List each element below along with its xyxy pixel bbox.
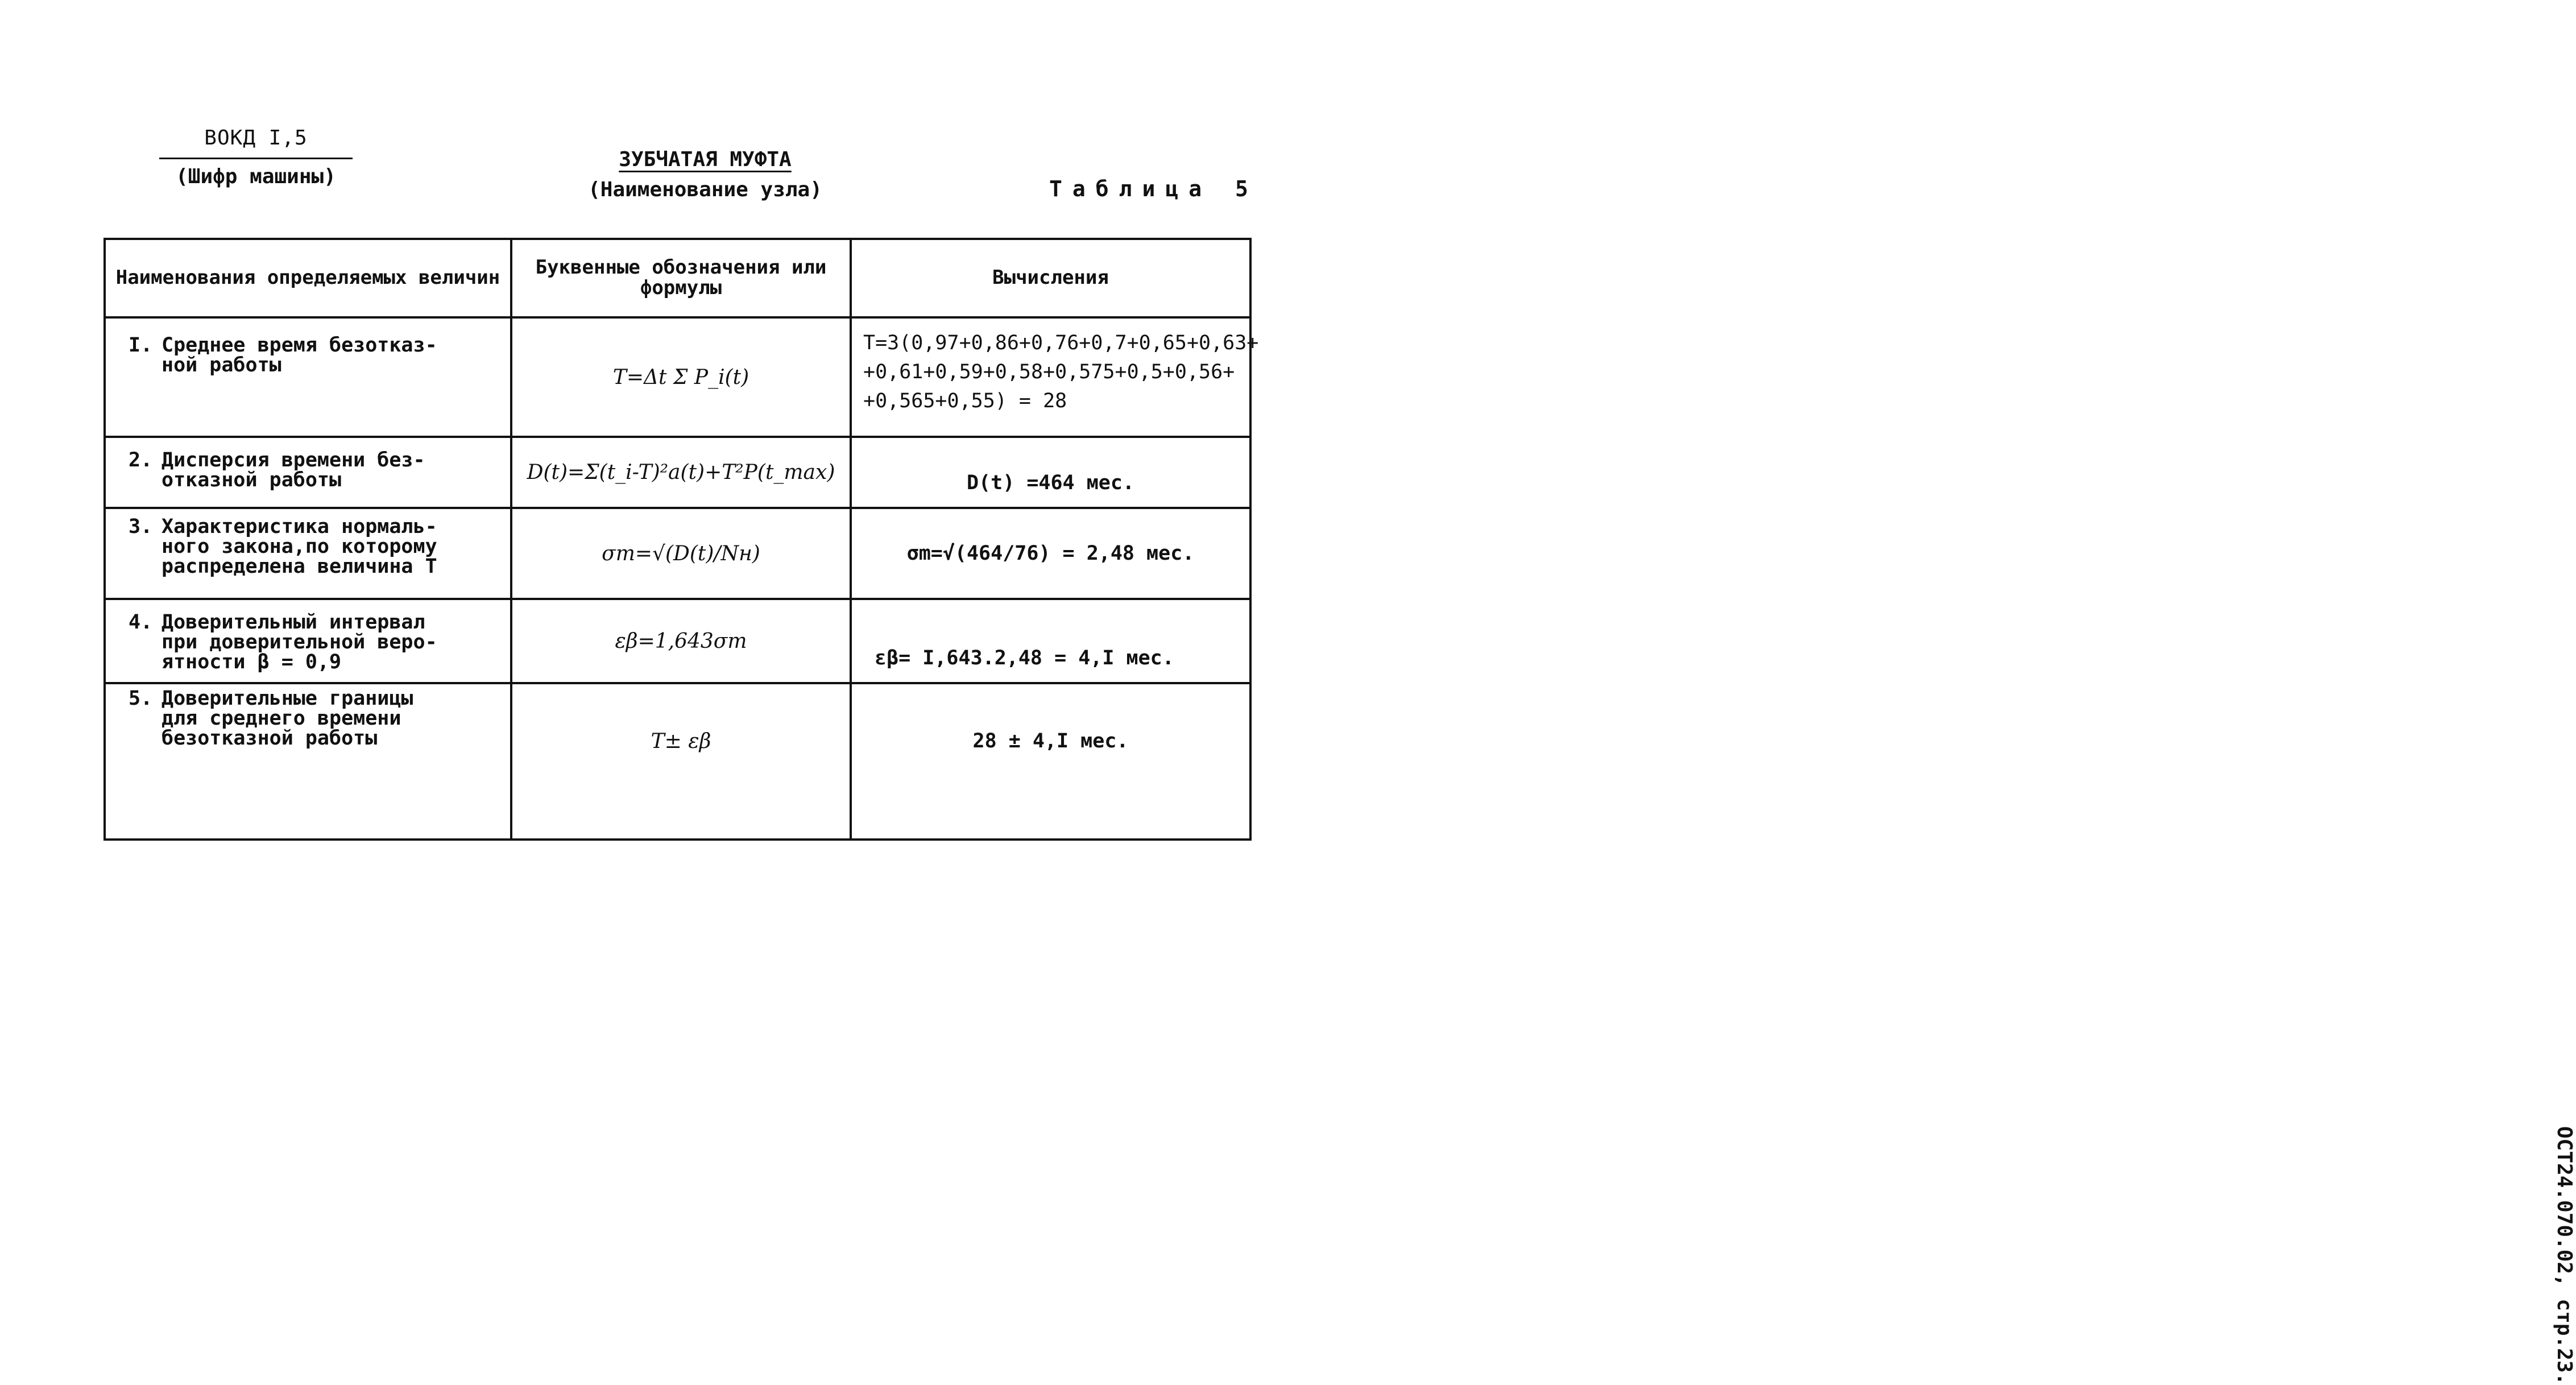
quantity-name: Доверительные границы для среднего времени безотказной работы [161, 687, 413, 750]
quantity-cell [105, 599, 511, 683]
calculation-table [103, 238, 1259, 841]
column-header-quantities: Наименования определяемых величин [105, 239, 511, 317]
side-note-wrap [1302, 563, 2576, 1385]
formula-cell [511, 317, 851, 437]
row-number: 4. [129, 611, 153, 634]
unit-block [586, 148, 825, 201]
formula-cell [511, 683, 851, 840]
formula: T± εβ [651, 730, 711, 753]
formula: εβ=1,643σm [615, 629, 747, 653]
row-number: 5. [129, 687, 153, 710]
quantity-cell [105, 683, 511, 840]
table-row [105, 599, 1250, 683]
quantity-name: Среднее время безотказ- ной работы [161, 334, 437, 377]
calc-cell [851, 683, 1250, 840]
cipher-caption: (Шифр машины) [176, 165, 336, 188]
calculation: 28 ± 4,I мес. [972, 730, 1129, 753]
unit-name: ЗУБЧАТАЯ МУФТА [619, 148, 792, 171]
table-row [105, 437, 1250, 508]
table-header-row [105, 239, 1250, 317]
cipher-block [159, 126, 353, 188]
quantity-cell [105, 437, 511, 508]
formula: D(t)=Σ(t_i-T)²a(t)+T²P(t_max) [527, 461, 835, 484]
table-label: Таблица 5 [1049, 176, 1258, 201]
table-row [105, 317, 1250, 437]
row-number: 2. [129, 449, 153, 472]
column-header-formulas: Буквенные обозначения или формулы [511, 239, 851, 317]
calc-cell [851, 437, 1250, 508]
calculation: T=3(0,97+0,86+0,76+0,7+0,65+0,63+ +0,61+0,59+0,58+0,575+0,5+0,56+ +0,565+0,55) = 28 [863, 332, 1259, 412]
calc-cell [851, 508, 1250, 599]
column-header-calculations: Вычисления [851, 239, 1250, 317]
formula-cell [511, 508, 851, 599]
row-number: I. [129, 334, 153, 357]
unit-caption: (Наименование узла) [588, 178, 822, 201]
calculation: D(t) =464 мес. [966, 472, 1134, 494]
quantity-name: Доверительный интервал при доверительной веро- ятности β = 0,9 [161, 611, 437, 673]
calc-cell [851, 317, 1259, 437]
quantity-cell [105, 508, 511, 599]
cipher-rule [159, 158, 353, 159]
calculation: σm=√(464/76) = 2,48 мес. [906, 542, 1195, 565]
formula-cell [511, 599, 851, 683]
side-note: ОСТ24.070.02, стр.23. [2553, 1126, 2576, 1385]
formula: σm=√(D(t)/Nн) [602, 541, 760, 565]
formula-cell [511, 437, 851, 508]
formula: T=Δt Σ P_i(t) [612, 365, 749, 389]
quantity-cell [105, 317, 511, 437]
cipher-code: ВОКД I,5 [204, 126, 308, 150]
row-number: 3. [129, 515, 153, 538]
quantity-name: Характеристика нормаль- ного закона,по которому распределена величина Т [161, 515, 437, 578]
table-row [105, 508, 1250, 599]
table-row [105, 683, 1250, 840]
calc-cell [851, 599, 1250, 683]
calculation: εβ= I,643.2,48 = 4,I мес. [875, 647, 1174, 669]
quantity-name: Дисперсия времени без- отказной работы [161, 449, 425, 491]
